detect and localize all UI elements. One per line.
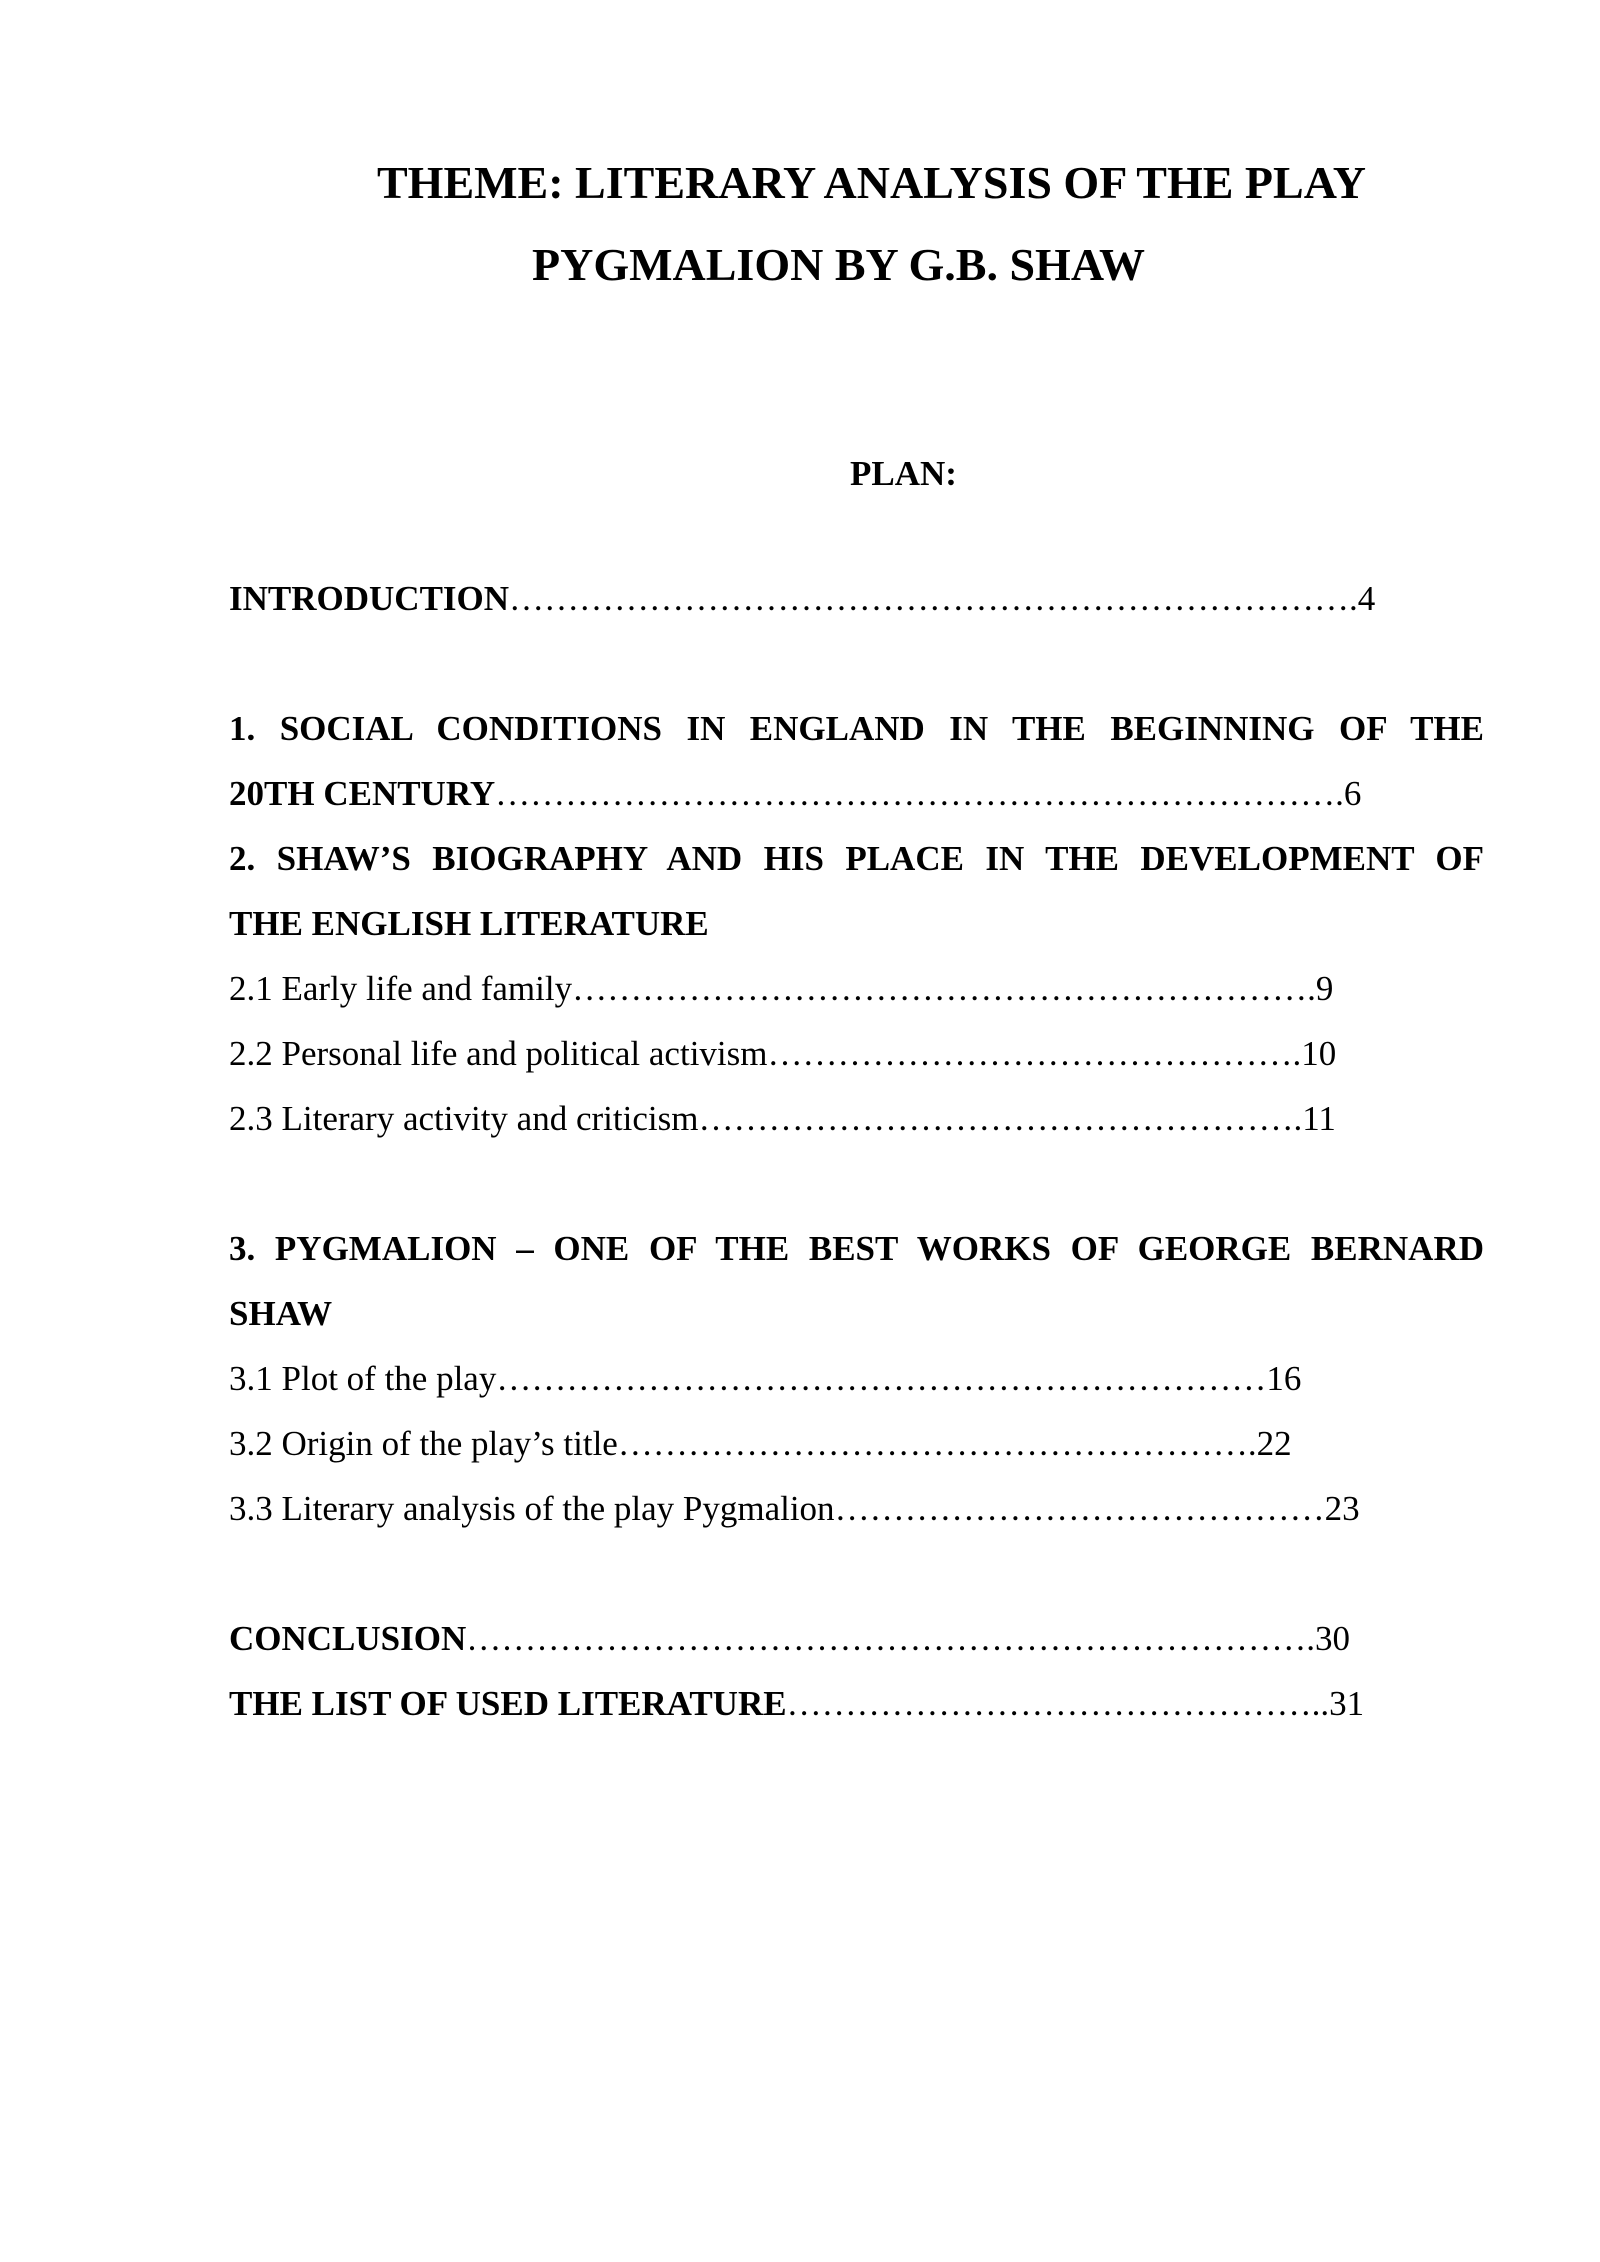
toc-leader-dots: ………………………………………………………… xyxy=(496,1359,1267,1398)
toc-leader-dots: ………………………………………. xyxy=(767,1034,1302,1073)
toc-entry-3-3 xyxy=(229,1491,1484,1526)
toc-page-number: 31 xyxy=(1329,1684,1365,1723)
toc-entry-label: 3.2 Origin of the play’s title xyxy=(229,1424,618,1463)
toc-leader-dots: ………………………………………………………………. xyxy=(466,1619,1316,1658)
toc-entry-label: INTRODUCTION xyxy=(229,579,510,618)
toc-leader-dots: ………………………………………………………………. xyxy=(509,579,1358,618)
toc-leader-dots: ………………………………………………………. xyxy=(572,969,1316,1008)
toc-leader-dots: ………………………………………………………………. xyxy=(495,774,1344,813)
toc-entry-label: 3.1 Plot of the play xyxy=(229,1359,497,1398)
toc-page-number: 23 xyxy=(1324,1489,1360,1528)
toc-leader-dots: ……………………………………………. xyxy=(698,1099,1303,1138)
toc-page-number: 22 xyxy=(1256,1424,1292,1463)
toc-entry-label: 2.2 Personal life and political activism xyxy=(229,1034,768,1073)
toc-entry-2-1 xyxy=(229,971,1484,1006)
toc-page-number: 4 xyxy=(1357,579,1376,618)
toc-entry-3-1 xyxy=(229,1361,1484,1396)
plan-heading: PLAN: xyxy=(850,454,957,493)
toc-entry-label: 20TH CENTURY xyxy=(229,774,496,813)
toc-entry-section-1 xyxy=(229,776,1484,811)
toc-page-number: 30 xyxy=(1315,1619,1351,1658)
title-line-2: PYGMALION BY G.B. SHAW xyxy=(532,239,1145,290)
toc-heading-section-3-line-2: SHAW xyxy=(229,1294,333,1333)
toc-page-number: 11 xyxy=(1302,1099,1336,1138)
toc-leader-dots: ……………………………………….. xyxy=(786,1684,1330,1723)
toc-heading-section-1-line-1: 1. SOCIAL CONDITIONS IN ENGLAND IN THE BEGINNING OF THE xyxy=(229,709,1484,748)
toc-page-number: 10 xyxy=(1301,1034,1337,1073)
toc-leader-dots: ………………………………………………. xyxy=(617,1424,1257,1463)
toc-heading-section-2-line-1: 2. SHAW’S BIOGRAPHY AND HIS PLACE IN THE DEVELOPMENT OF xyxy=(229,839,1484,878)
toc-entry-label: THE LIST OF USED LITERATURE xyxy=(229,1684,787,1723)
toc-page-number: 16 xyxy=(1266,1359,1302,1398)
toc-entry-2-2 xyxy=(229,1036,1484,1071)
toc-entry-introduction xyxy=(229,581,1484,616)
toc-leader-dots: …………………………………… xyxy=(834,1489,1325,1528)
toc-entry-conclusion xyxy=(229,1621,1484,1656)
toc-heading-section-2-line-2: THE ENGLISH LITERATURE xyxy=(229,904,709,943)
toc-entry-label: 2.3 Literary activity and criticism xyxy=(229,1099,699,1138)
title-line-1: THEME: LITERARY ANALYSIS OF THE PLAY xyxy=(377,157,1366,208)
toc-entry-3-2 xyxy=(229,1426,1484,1461)
toc-entry-literature xyxy=(229,1686,1484,1721)
toc-entry-label: CONCLUSION xyxy=(229,1619,467,1658)
toc-heading-section-3-line-1: 3. PYGMALION – ONE OF THE BEST WORKS OF GEORGE BERNARD xyxy=(229,1229,1484,1268)
toc-entry-label: 2.1 Early life and family xyxy=(229,969,573,1008)
toc-page-number: 9 xyxy=(1315,969,1334,1008)
toc-entry-2-3 xyxy=(229,1101,1484,1136)
toc-page-number: 6 xyxy=(1343,774,1362,813)
toc-entry-label: 3.3 Literary analysis of the play Pygmalion xyxy=(229,1489,835,1528)
